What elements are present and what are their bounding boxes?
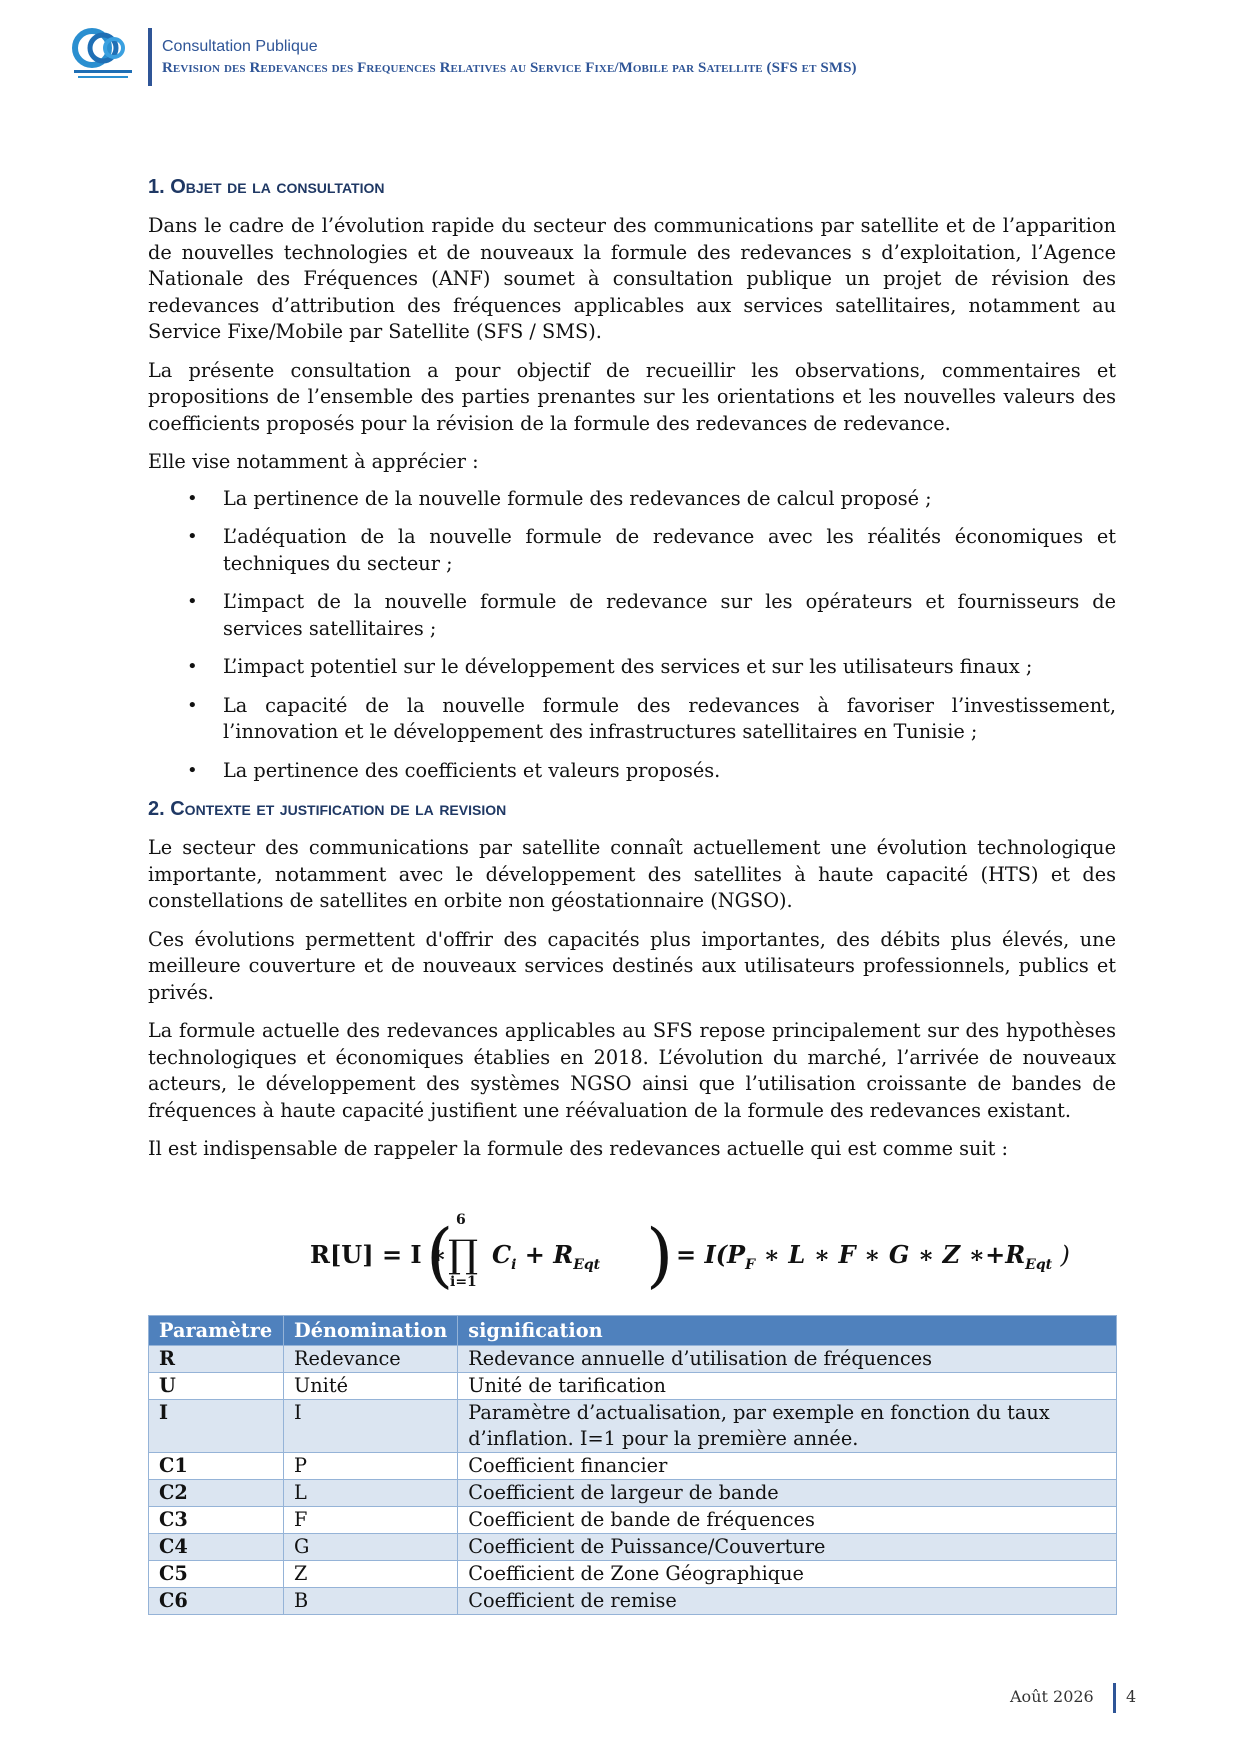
list-item: • L’adéquation de la nouvelle formule de redevance avec les réalités économiques et techniques du secteur ; (148, 524, 1116, 577)
table-cell: I (284, 1400, 458, 1453)
table-cell: Redevance (284, 1346, 458, 1373)
header-divider (148, 28, 152, 86)
table-row (149, 1480, 1117, 1507)
table-cell: C6 (149, 1588, 284, 1615)
table-cell: G (284, 1534, 458, 1561)
formula-lhs: R[U] = I ∗ (310, 1240, 447, 1269)
anf-logo-icon (70, 26, 136, 84)
table-row (149, 1400, 1117, 1453)
formula-close-paren: ) (646, 1214, 674, 1296)
table-cell: C4 (149, 1534, 284, 1561)
section1-bullet-list (148, 486, 1116, 785)
section2-heading: 2. Contexte et justification de la revision (148, 798, 507, 820)
formula-term-sub: i (511, 1256, 517, 1273)
column-header-denomination: Dénomination (284, 1316, 458, 1346)
list-item: • L’impact potentiel sur le développement des services et sur les utilisateurs finaux ; (148, 654, 1116, 681)
table-cell: C2 (149, 1480, 284, 1507)
formula-product-icon: ∏ (448, 1232, 479, 1276)
table-cell: P (284, 1453, 458, 1480)
table-cell: Z (284, 1561, 458, 1588)
table-cell: I (149, 1400, 284, 1453)
table-cell: U (149, 1373, 284, 1400)
column-header-parametre: Paramètre (149, 1316, 284, 1346)
list-item: • La capacité de la nouvelle formule des redevances à favoriser l’investissement, l’innovation et le développement des infrastructures satellitaires en Tunisie ; (148, 693, 1116, 746)
fee-formula (310, 1212, 1070, 1296)
footer-date: Août 2026 (1010, 1687, 1094, 1706)
section2-paragraph-1: Le secteur des communications par satellite connaît actuellement une évolution technologique importante, notamment avec le développement des satellites à haute capacité (HTS) et des constellations de satellites en orbite non géostationnaire (NGSO). (148, 836, 1116, 912)
section1-paragraph-1: Dans le cadre de l’évolution rapide du secteur des communications par satellite et de l’apparition de nouvelles technologies et de nouveaux la formule des redevances s d’exploitation, l’Agence Nationale des Fréquences (ANF) soumet à consultation publique un projet de révision des redevances d’attribution des fréquences applicables aux services satellitaires, notamment au Service Fixe/Mobile par Satellite (SFS / SMS). (148, 214, 1116, 343)
list-item: • La pertinence des coefficients et valeurs proposés. (148, 758, 1116, 785)
formula-rhs-mid: ∗ L ∗ F ∗ G ∗ Z ∗+R (763, 1240, 1026, 1269)
table-cell: C1 (149, 1453, 284, 1480)
table-cell: Coefficient de bande de fréquences (458, 1507, 1117, 1534)
page-number: 4 (1126, 1687, 1137, 1706)
page-header (70, 26, 1190, 88)
formula-term (492, 1240, 600, 1273)
formula-pf-sub: F (745, 1256, 756, 1273)
formula-product-lower: i=1 (450, 1274, 477, 1290)
table-cell: Coefficient financier (458, 1453, 1117, 1480)
table-cell: Redevance annuelle d’utilisation de fréquences (458, 1346, 1117, 1373)
footer-divider (1113, 1683, 1116, 1713)
header-subtitle: Revision des Redevances des Frequences Relatives au Service Fixe/Mobile par Satellite (SFS et SMS) (162, 60, 857, 76)
formula-open-paren: ( (426, 1214, 454, 1296)
formula-product-upper: 6 (456, 1212, 466, 1228)
table-cell: R (149, 1346, 284, 1373)
table-cell: Paramètre d’actualisation, par exemple en fonction du taux d’inflation. I=1 pour la première année. (458, 1400, 1117, 1453)
list-item: • L’impact de la nouvelle formule de redevance sur les opérateurs et fournisseurs de services satellitaires ; (148, 589, 1116, 642)
table-cell: F (284, 1507, 458, 1534)
section2-paragraph-2: Ces évolutions permettent d'offrir des capacités plus importantes, des débits plus élevés, une meilleure couverture et de nouveaux services destinés aux utilisateurs professionnels, publics et privés. (148, 927, 1116, 1004)
table-header-row (149, 1316, 1117, 1346)
section2-paragraph-3: La formule actuelle des redevances applicables au SFS repose principalement sur des hypothèses technologiques et économiques établies en 2018. L’évolution du marché, l’arrivée de nouveaux acteurs, le développement des systèmes NGSO ainsi que l’utilisation croissante de bandes de fréquences à haute capacité justifient une réévaluation de la formule des redevances existant. (148, 1019, 1116, 1122)
table-cell: Unité de tarification (458, 1373, 1117, 1400)
list-item: • La pertinence de la nouvelle formule des redevances de calcul proposé ; (148, 486, 1116, 513)
column-header-signification: signification (458, 1316, 1117, 1346)
table-cell: Coefficient de Zone Géographique (458, 1561, 1117, 1588)
section2-paragraph-4: Il est indispensable de rappeler la formule des redevances actuelle qui est comme suit : (148, 1137, 1009, 1160)
main-content (148, 176, 1116, 1163)
table-row (149, 1346, 1117, 1373)
table-cell: C5 (149, 1561, 284, 1588)
section1-paragraph-2: La présente consultation a pour objectif de recueillir les observations, commentaires et propositions de l’ensemble des parties prenantes sur les orientations et les nouvelles valeurs des coefficients proposés pour la révision de la formule des redevances de redevance. (148, 358, 1116, 435)
formula-rhs (676, 1240, 1070, 1273)
formula-rhs-start: = I(P (676, 1240, 746, 1269)
table-row (149, 1507, 1117, 1534)
table-row (149, 1373, 1117, 1400)
table-cell: Coefficient de remise (458, 1588, 1117, 1615)
table-cell: Coefficient de Puissance/Couverture (458, 1534, 1117, 1561)
table-cell: C3 (149, 1507, 284, 1534)
formula-plus-r: + R (524, 1240, 574, 1269)
formula-req-sub: Eqt (573, 1256, 601, 1273)
table-cell: B (284, 1588, 458, 1615)
table-cell: Unité (284, 1373, 458, 1400)
table-row (149, 1588, 1117, 1615)
formula-term-c: C (492, 1240, 512, 1269)
header-title: Consultation Publique (162, 38, 318, 55)
parameters-table (148, 1315, 1117, 1615)
section1-heading: 1. Objet de la consultation (148, 176, 385, 198)
table-cell: Coefficient de largeur de bande (458, 1480, 1117, 1507)
table-row (149, 1453, 1117, 1480)
formula-rhs-end: ) (1060, 1241, 1070, 1269)
table-row (149, 1534, 1117, 1561)
formula-rhs-sub: Eqt (1025, 1256, 1053, 1273)
section1-paragraph-3: Elle vise notamment à apprécier : (148, 450, 479, 473)
table-cell: L (284, 1480, 458, 1507)
table-row (149, 1561, 1117, 1588)
